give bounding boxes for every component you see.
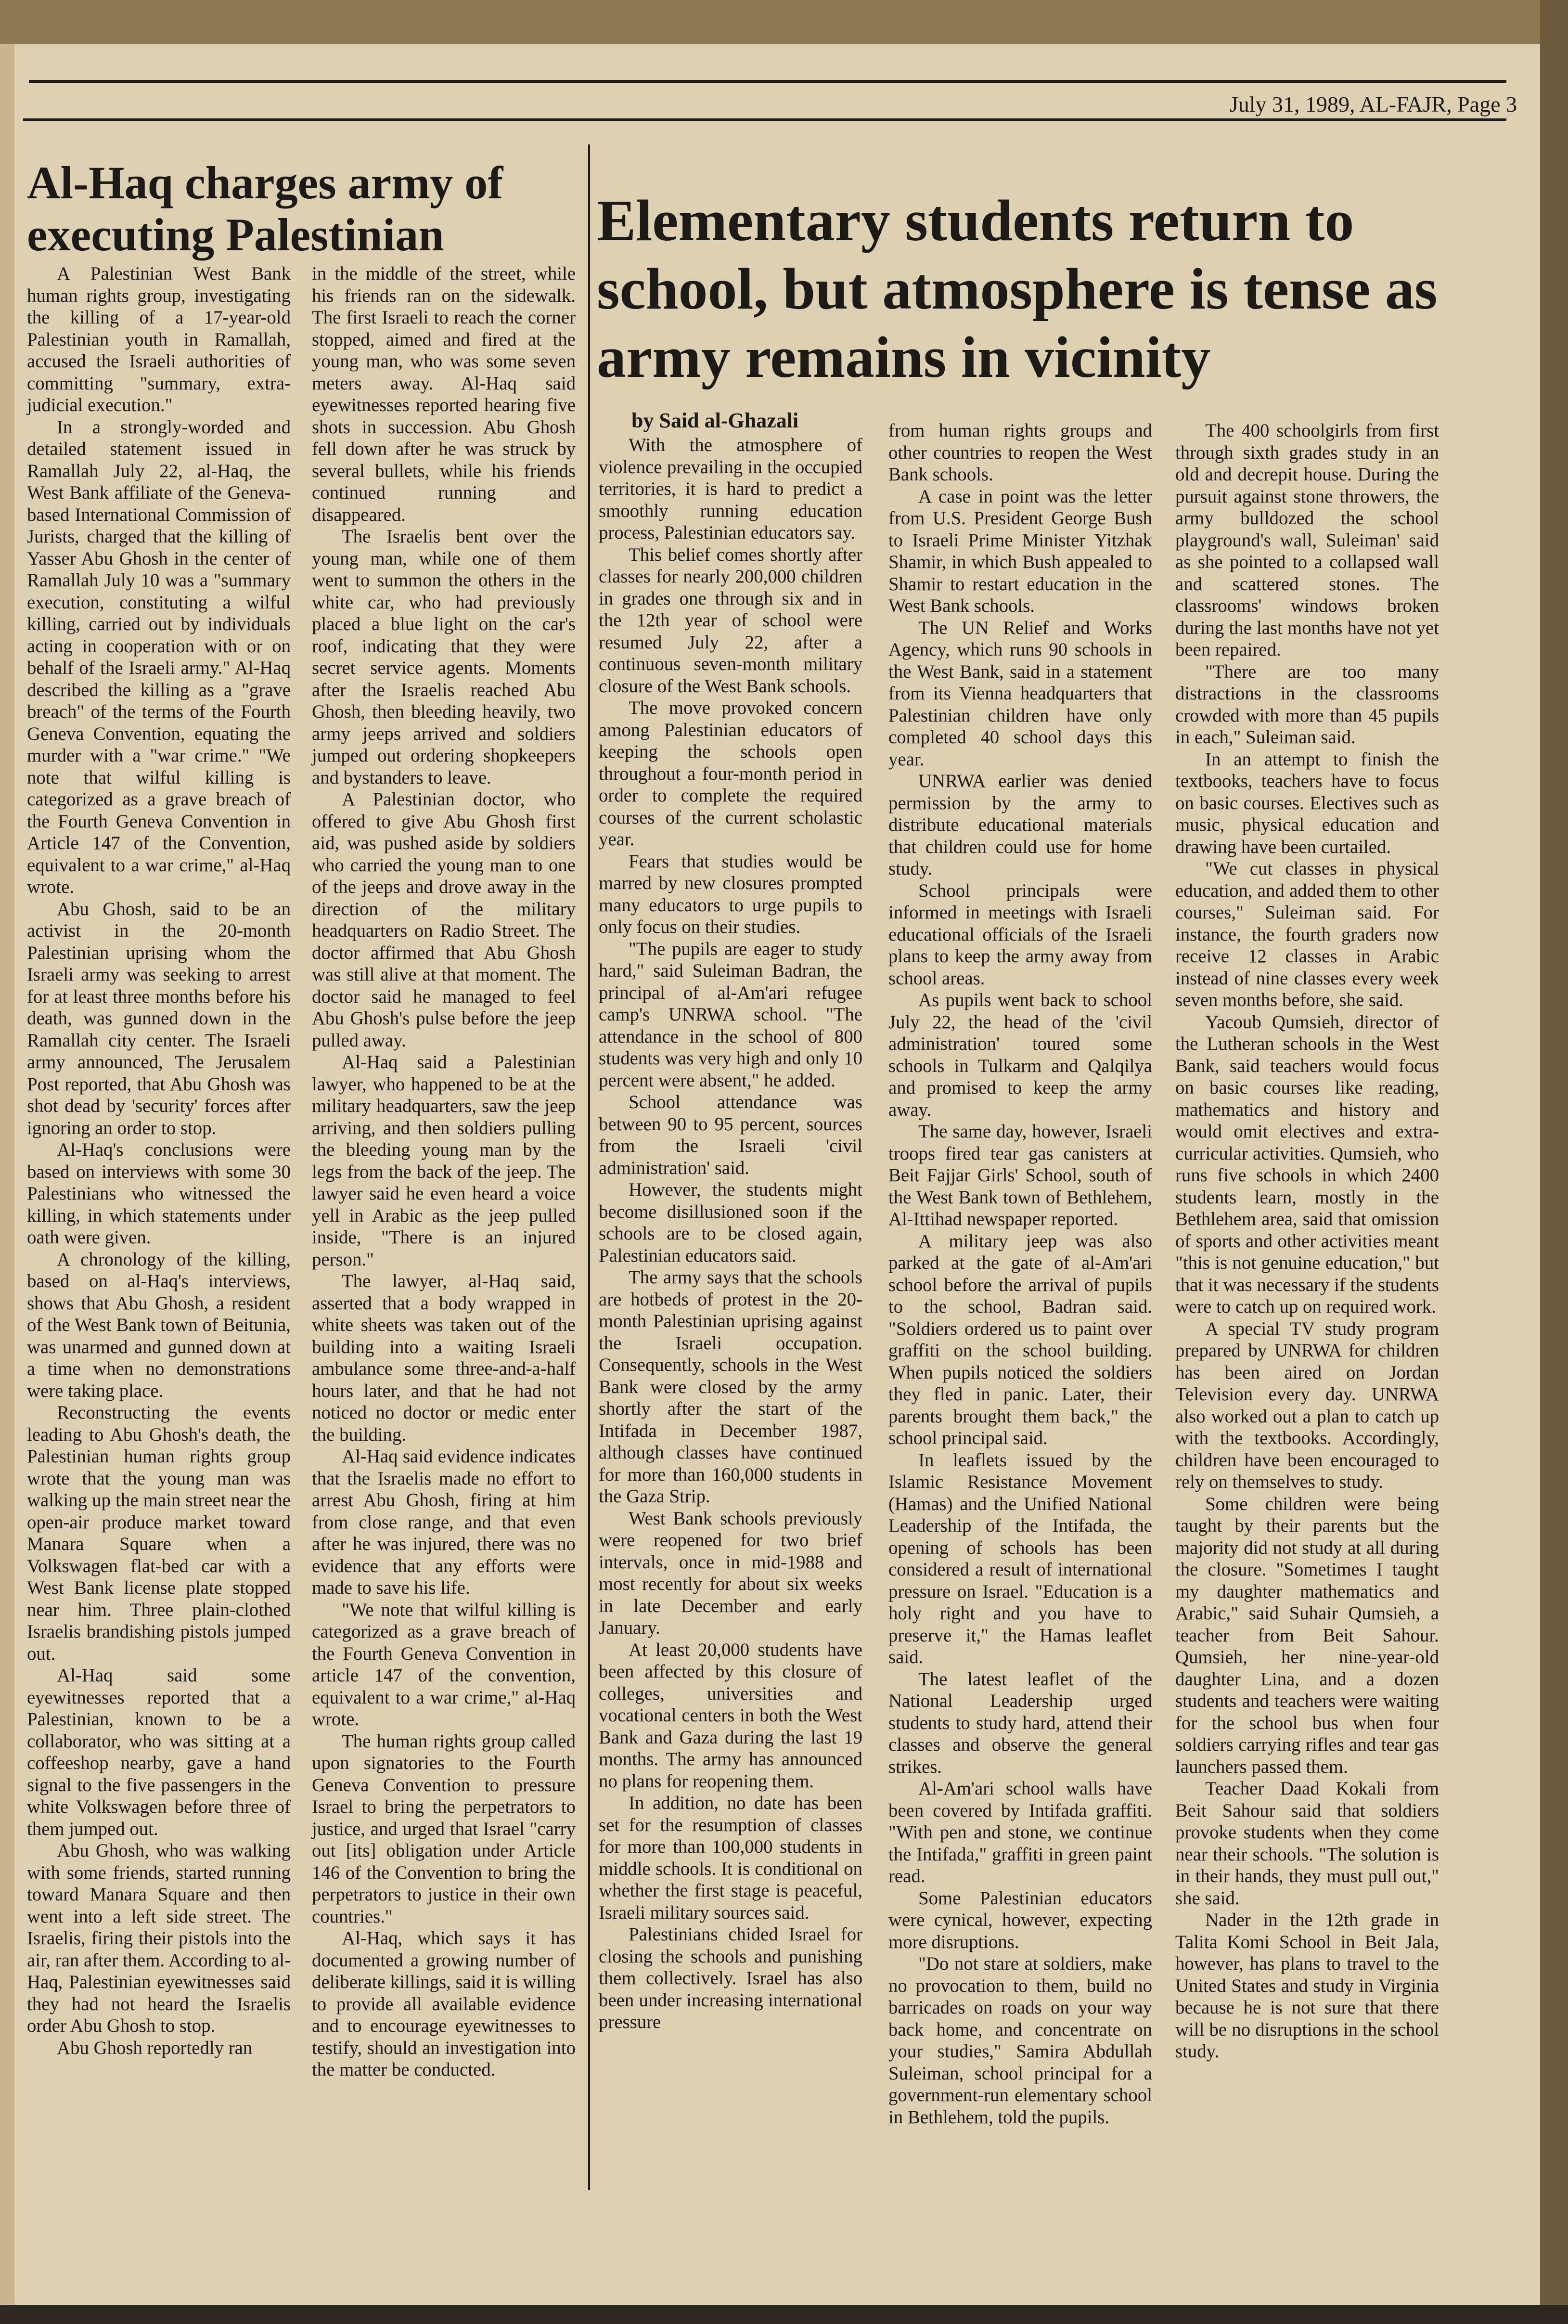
paragraph: In leaflets issued by the Islamic Resistance Movement (Hamas) and the Unified National Leadership of the Intifada, the opening of schools has been considered a result of international pressure on Israel. "Education is a holy right and you have to preserve it," the Hamas leaflet said.: [888, 1449, 1152, 1667]
paragraph: Nader in the 12th grade in Talita Komi School in Beit Jala, however, has plans to travel to the United States and study in Virginia because he is not sure that there will be no disruptions in the school study.: [1175, 1910, 1439, 2062]
paragraph: School attendance was between 90 to 95 percent, sources from the Israeli 'civil administration' said.: [599, 1092, 862, 1178]
headline-main: Elementary students return to school, but atmosphere is tense as army remains in vicinity: [597, 188, 1438, 390]
top-rule: [29, 80, 1506, 83]
paragraph: A case in point was the letter from U.S. President George Bush to Israeli Prime Minister Yitzhak Shamir, in which Bush appealed to Shamir to restart education in the West Bank schools.: [888, 486, 1152, 616]
paragraph: The human rights group called upon signatories to the Fourth Geneva Convention to pressure Israel to bring the perpetrators to justice, and urged that Israel "carry out [its] obligation under Article 146 of the Convention to bring the perpetrators to justice in their own countries.": [312, 1730, 576, 1927]
paragraph: As pupils went back to school July 22, the head of the 'civil administration' toured some schools in Tulkarm and Qalqilya and promised to keep the army away.: [888, 990, 1152, 1120]
paragraph: The UN Relief and Works Agency, which runs 90 schools in the West Bank, said in a statement from its Vienna headquarters that Palestinian children have only completed 40 school days this year.: [888, 617, 1152, 770]
paragraph: In addition, no date has been set for the resumption of classes for more than 100,000 students in middle schools. It is conditional on whether the first stage is peaceful, Israeli military sources said.: [599, 1793, 862, 1923]
paragraph: Reconstructing the events leading to Abu Ghosh's death, the Palestinian human rights group wrote that the young man was walking up the main street near the open-air produce market toward Manara Square when a Volkswagen flat-bed car with a West Bank license plate stopped near him. Three plain-clothed Israelis brandishing pistols jumped out.: [27, 1402, 291, 1664]
binding-edge-top: [0, 0, 1568, 44]
paragraph: The Israelis bent over the young man, while one of them went to summon the others in the white car, who had previously placed a blue light on the car's roof, indicating that they were secret service agents. Moments after the Israelis reached Abu Ghosh, then bleeding heavily, two army jeeps arrived and soldiers jumped out ordering shopkeepers and bystanders to leave.: [312, 526, 576, 788]
main-article-column-3: [1175, 420, 1439, 2063]
paragraph: At least 20,000 students have been affected by this closure of colleges, universities and vocational centers in both the West Bank and Gaza during the last 19 months. The army has announced no plans for reopening them.: [599, 1639, 862, 1792]
paragraph: This belief comes shortly after classes for nearly 200,000 children in grades one through six and in the 12th year of school were resumed July 22, after a continuous seven-month military closure of the West Bank schools.: [599, 544, 862, 697]
paragraph: Some Palestinian educators were cynical, however, expecting more disruptions.: [888, 1887, 1152, 1952]
paragraph: Teacher Daad Kokali from Beit Sahour said that soldiers provoke students when they come near their schools. "The solution is in their hands, they must pull out," she said.: [1175, 1778, 1439, 1909]
paragraph: Abu Ghosh reportedly ran: [57, 2037, 253, 2058]
paragraph: "We cut classes in physical education, and added them to other courses," Suleiman said. For instance, the fourth graders now receive 12 classes in Arabic instead of nine classes every week seven months before, she said.: [1175, 858, 1439, 1010]
paragraph: Al-Haq said a Palestinian lawyer, who happened to be at the military headquarters, saw the jeep arriving, and then soldiers pulling the bleeding young man by the legs from the back of the jeep. The lawyer said he even heard a voice yell in Arabic as the jeep pulled inside, "There is an injured person.": [312, 1052, 576, 1270]
paragraph: UNRWA earlier was denied permission by the army to distribute educational materials that children could use for home study.: [888, 771, 1152, 879]
paragraph: The move provoked concern among Palestinian educators of keeping the schools open throughout a four-month period in order to complete the required courses of the current scholastic year.: [599, 697, 862, 850]
main-article-column-2: [888, 420, 1152, 2128]
paragraph: School principals were informed in meetings with Israeli educational officials of the Israeli plans to keep the army away from school areas.: [888, 880, 1152, 989]
paragraph: Al-Haq said some eyewitnesses reported that a Palestinian, known to be a collaborator, who was sitting at a coffeeshop nearby, gave a hand signal to the five passengers in the white Volkswagen before three of them jumped out.: [27, 1665, 291, 1839]
folio: July 31, 1989, AL-FAJR, Page 3: [1229, 92, 1517, 116]
paragraph: Al-Haq's conclusions were based on interviews with some 30 Palestinians who witnessed the killing, in which statements under oath were given.: [27, 1139, 291, 1248]
paragraph: Al-Am'ari school walls have been covered by Intifada graffiti. "With pen and stone, we continue the Intifada," graffiti in green paint read.: [888, 1778, 1152, 1886]
left-article-column-1: [27, 263, 291, 2059]
paragraph: "Do not stare at soldiers, make no provocation to them, build no barricades on roads on your way back home, and concentrate on your studies," Samira Abdullah Suleiman, school principal for a government-run elementary school in Bethlehem, told the pupils.: [888, 1953, 1152, 2128]
paragraph: The same day, however, Israeli troops fired tear gas canisters at Beit Fajjar Girls' School, south of the West Bank town of Bethlehem, Al-Ittihad newspaper reported.: [888, 1121, 1152, 1229]
headline-left: Al-Haq charges army of executing Palestinian: [27, 157, 503, 260]
paragraph: Some children were being taught by their parents but the majority did not study at all during the closure. "Sometimes I taught my daughter mathematics and Arabic," said Suhair Qumsieh, a teacher from Beit Sahour. Qumsieh, her nine-year-old daughter Lina, and a dozen students and teachers were waiting for the school bus when four soldiers carrying rifles and tear gas launchers passed them.: [1175, 1493, 1439, 1777]
paragraph: West Bank schools previously were reopened for two brief intervals, once in mid-1988 and most recently for about six weeks in late December and early January.: [599, 1508, 862, 1638]
paragraph: A special TV study program prepared by UNRWA for children has been aired on Jordan Television every day. UNRWA also worked out a plan to catch up with the textbooks. Accordingly, children have been encouraged to rely on themselves to study.: [1175, 1318, 1439, 1492]
paragraph: A military jeep was also parked at the gate of al-Am'ari school before the arrival of pupils to the school, Badran said. "Soldiers ordered us to paint over graffiti on the school building. When pupils noticed the soldiers they fled in panic. Later, their parents brought them back," the school principal said.: [888, 1230, 1152, 1448]
paragraph: However, the students might become disillusioned soon if the schools are to be closed again, Palestinian educators said.: [599, 1179, 862, 1266]
left-article-column-2: [312, 263, 576, 2081]
paragraph: Abu Ghosh, said to be an activist in the 20-month Palestinian uprising whom the Israeli army was seeking to arrest for at least three months before his death, was gunned down in the Ramallah city center. The Israeli army announced, The Jerusalem Post reported, that Abu Ghosh was shot dead by 'security' forces after ignoring an order to stop.: [27, 898, 291, 1138]
paragraph: Al-Haq, which says it has documented a growing number of deliberate killings, said it is willing to provide all available evidence and to encourage eyewitnesses to testify, should an investigation into the matter be conducted.: [312, 1928, 576, 2080]
paragraph: "There are too many distractions in the classrooms crowded with more than 45 pupils in each," Suleiman said.: [1175, 661, 1439, 748]
paragraph: With the atmosphere of violence prevailing in the occupied territories, it is hard to predict a smoothly running education process, Palestinian educators say.: [599, 435, 862, 543]
binding-edge-bottom: [0, 2305, 1568, 2324]
paragraph: In a strongly-worded and detailed statement issued in Ramallah July 22, al-Haq, the West Bank affiliate of the Geneva-based International Commission of Jurists, charged that the killing of Yasser Abu Ghosh in the center of Ramallah July 10 was a "summary execution, constituting a wilful killing, carried out by individuals acting in cooperation with or on behalf of the Israeli army." Al-Haq described the killing as a "grave breach" of the terms of the Fourth Geneva Convention, equating the murder with a "war crime." "We note that wilful killing is categorized as a grave breach of the Fourth Geneva Convention in Article 147 of the Convention, equivalent to a war crime," al-Haq wrote.: [27, 416, 291, 897]
byline: by Said al-Ghazali: [631, 409, 799, 432]
main-article-column-1: [599, 434, 862, 2033]
paragraph: Yacoub Qumsieh, director of the Lutheran schools in the West Bank, said teachers would focus on basic courses like reading, mathematics and history and would omit electives and extra-curricular activities. Qumsieh, who runs five schools in which 2400 students learn, mostly in the Bethlehem area, said that omission of sports and other activities meant "this is not genuine education," but that it was necessary if the students were to catch up on required work.: [1175, 1011, 1439, 1317]
paragraph: from human rights groups and other countries to reopen the West Bank schools.: [888, 420, 1152, 485]
paragraph: A Palestinian West Bank human rights group, investigating the killing of a 17-year-old Palestinian youth in Ramallah, accused the Israeli authorities of committing "summary, extra-judicial execution.": [27, 263, 291, 415]
folio-rule: [23, 118, 1506, 121]
paragraph: "The pupils are eager to study hard," said Suleiman Badran, the principal of al-Am'ari refugee camp's UNRWA school. "The attendance in the school of 800 students was very high and only 10 percent were absent," he added.: [599, 938, 862, 1091]
paragraph: A chronology of the killing, based on al-Haq's interviews, shows that Abu Ghosh, a resident of the West Bank town of Beitunia, was unarmed and gunned down at a time when no demonstrations were taking place.: [27, 1249, 291, 1401]
column-divider: [588, 144, 590, 2190]
paragraph: In an attempt to finish the textbooks, teachers have to focus on basic courses. Electives such as music, physical education and drawing have been curtailed.: [1175, 749, 1439, 857]
paragraph: Fears that studies would be marred by new closures prompted many educators to urge pupils to only focus on their studies.: [599, 851, 862, 937]
paragraph: in the middle of the street, while his friends ran on the sidewalk. The first Israeli to reach the corner stopped, aimed and fired at the young man, who was some seven meters away. Al-Haq said eyewitnesses reported hearing five shots in succession. Abu Ghosh fell down after he was struck by several bullets, while his friends continued running and disappeared.: [312, 263, 576, 525]
paragraph: The 400 schoolgirls from first through sixth grades study in an old and decrepit house. During the pursuit against stone throwers, the army bulldozed the school playground's wall, Suleiman' said as she pointed to a collapsed wall and scattered stones. The classrooms' windows broken during the last months have not yet been repaired.: [1175, 420, 1439, 660]
paragraph: A Palestinian doctor, who offered to give Abu Ghosh first aid, was pushed aside by soldiers who carried the young man to one of the jeeps and drove away in the direction of the military headquarters on Radio Street. The doctor affirmed that Abu Ghosh was still alive at that moment. The doctor said he managed to feel Abu Ghosh's pulse before the jeep pulled away.: [312, 789, 576, 1051]
binding-edge-right: [1540, 0, 1568, 2324]
paragraph: Palestinians chided Israel for closing the schools and punishing them collectively. Israel has also been under increasing international pressure: [599, 1924, 862, 2032]
paragraph: Al-Haq said evidence indicates that the Israelis made no effort to arrest Abu Ghosh, firing at him from close range, and that even after he was injured, there was no evidence that any efforts were made to save his life.: [312, 1446, 576, 1598]
paragraph: "We note that wilful killing is categorized as a grave breach of the Fourth Geneva Convention in article 147 of the convention, equivalent to a war crime," al-Haq wrote.: [312, 1599, 576, 1730]
paragraph: The lawyer, al-Haq said, asserted that a body wrapped in white sheets was taken out of the building into a waiting Israeli ambulance some three-and-a-half hours later, and that he had not noticed no doctor or medic enter the building.: [312, 1271, 576, 1445]
paragraph: The army says that the schools are hotbeds of protest in the 20-month Palestinian uprising against the Israeli occupation. Consequently, schools in the West Bank were closed by the army shortly after the start of the Intifada in December 1987, although classes have continued for more than 160,000 students in the Gaza Strip.: [599, 1267, 862, 1507]
paragraph: Abu Ghosh, who was walking with some friends, started running toward Manara Square and then went into a left side street. The Israelis, firing their pistols into the air, ran after them. According to al-Haq, Palestinian eyewitnesses said they had not heard the Israelis order Abu Ghosh to stop.: [27, 1840, 291, 2036]
paragraph: The latest leaflet of the National Leadership urged students to study hard, attend their classes and observe the general strikes.: [888, 1668, 1152, 1777]
